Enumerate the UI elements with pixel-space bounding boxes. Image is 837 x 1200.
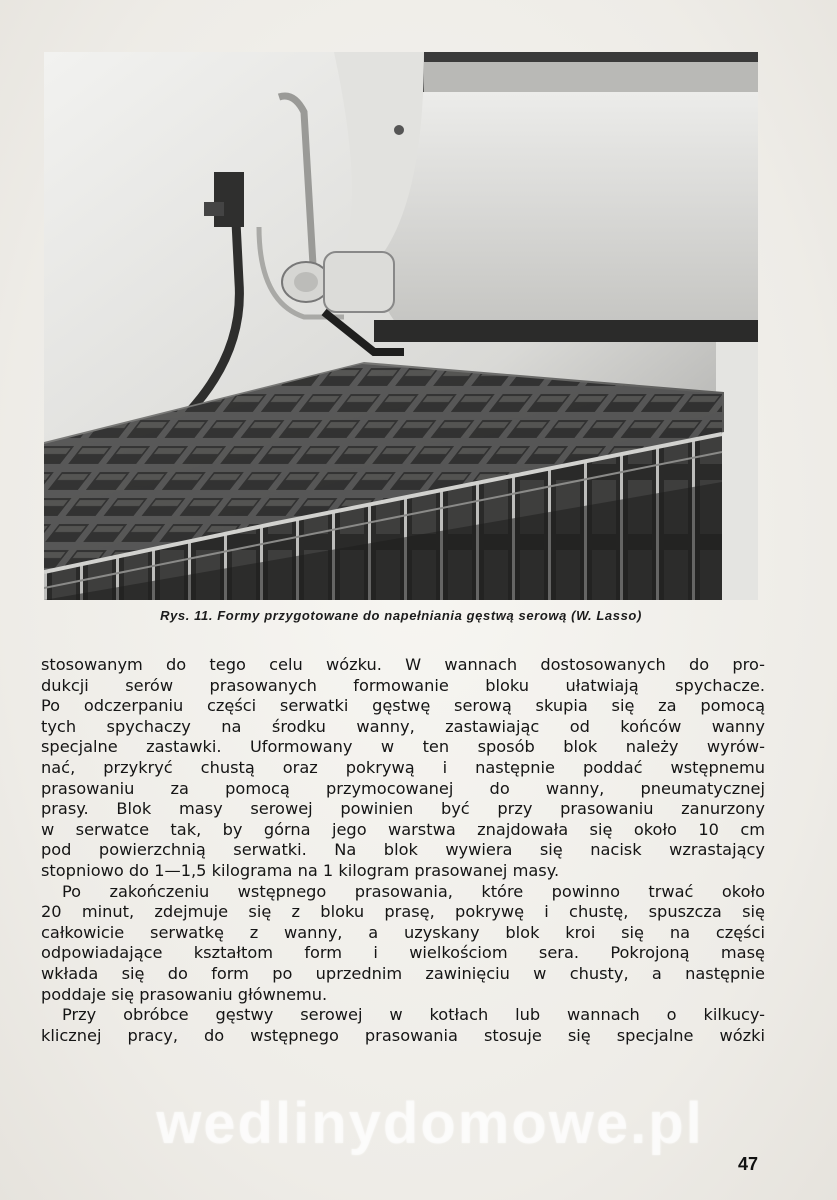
- text-line: pod powierzchnią serwatki. Na blok wywiera się nacisk wzrastający: [41, 840, 765, 860]
- text-line: specjalne zastawki. Uformowany w ten sposób blok należy wyrów-: [41, 737, 765, 757]
- text-line: 20 minut, zdejmuje się z bloku prasę, pokrywę i chustę, spuszcza się: [41, 902, 765, 922]
- text-line: wkłada się do form po uprzednim zawinięciu w chusty, a następnie: [41, 963, 765, 983]
- text-line: Po odczerpaniu części serwatki gęstwę serową skupia się za pomocą: [41, 696, 765, 716]
- page-number: 47: [738, 1154, 759, 1174]
- text-line: Przy obróbce gęstwy serowej w kotłach lub wannach o kilkucy-: [62, 1005, 765, 1025]
- text-line: w serwatce tak, by górna jego warstwa znajdowała się około 10 cm: [41, 819, 765, 839]
- figure-photo: [44, 52, 758, 600]
- photo-icon: [44, 52, 758, 600]
- text-line: tych spychaczy na środku wanny, zastawiając od końców wanny: [41, 716, 765, 736]
- text-line: poddaje się prasowaniu głównemu.: [41, 984, 328, 1004]
- body-text: [41, 655, 765, 1046]
- text-line: Po zakończeniu wstępnego prasowania, które powinno trwać około: [62, 881, 765, 901]
- text-line: nać, przykryć chustą oraz pokrywą i następnie poddać wstępnemu: [41, 757, 765, 777]
- text-line: odpowiadające kształtom form i wielkościom sera. Pokrojoną masę: [41, 943, 765, 963]
- text-line: prasy. Blok masy serowej powinien być przy prasowaniu zanurzony: [41, 799, 765, 819]
- text-line: klicznej pracy, do wstępnego prasowania stosuje się specjalne wózki: [41, 1025, 765, 1045]
- text-line: prasowaniu za pomocą przymocowanej do wanny, pneumatycznej: [41, 778, 765, 798]
- text-line: stopniowo do 1—1,5 kilograma na 1 kilogram prasowanej masy.: [41, 860, 560, 880]
- watermark: wedlinydomowe.pl: [156, 1091, 704, 1156]
- text-line: całkowicie serwatkę z wanny, a uzyskany blok kroi się na części: [41, 922, 765, 942]
- text-line: dukcji serów prasowanych formowanie bloku ułatwiają spychacze.: [41, 675, 765, 695]
- text-line: stosowanym do tego celu wózku. W wannach dostosowanych do pro-: [41, 655, 765, 674]
- figure-caption: Rys. 11. Formy przygotowane do napełniania gęstwą serową (W. Lasso): [160, 608, 642, 623]
